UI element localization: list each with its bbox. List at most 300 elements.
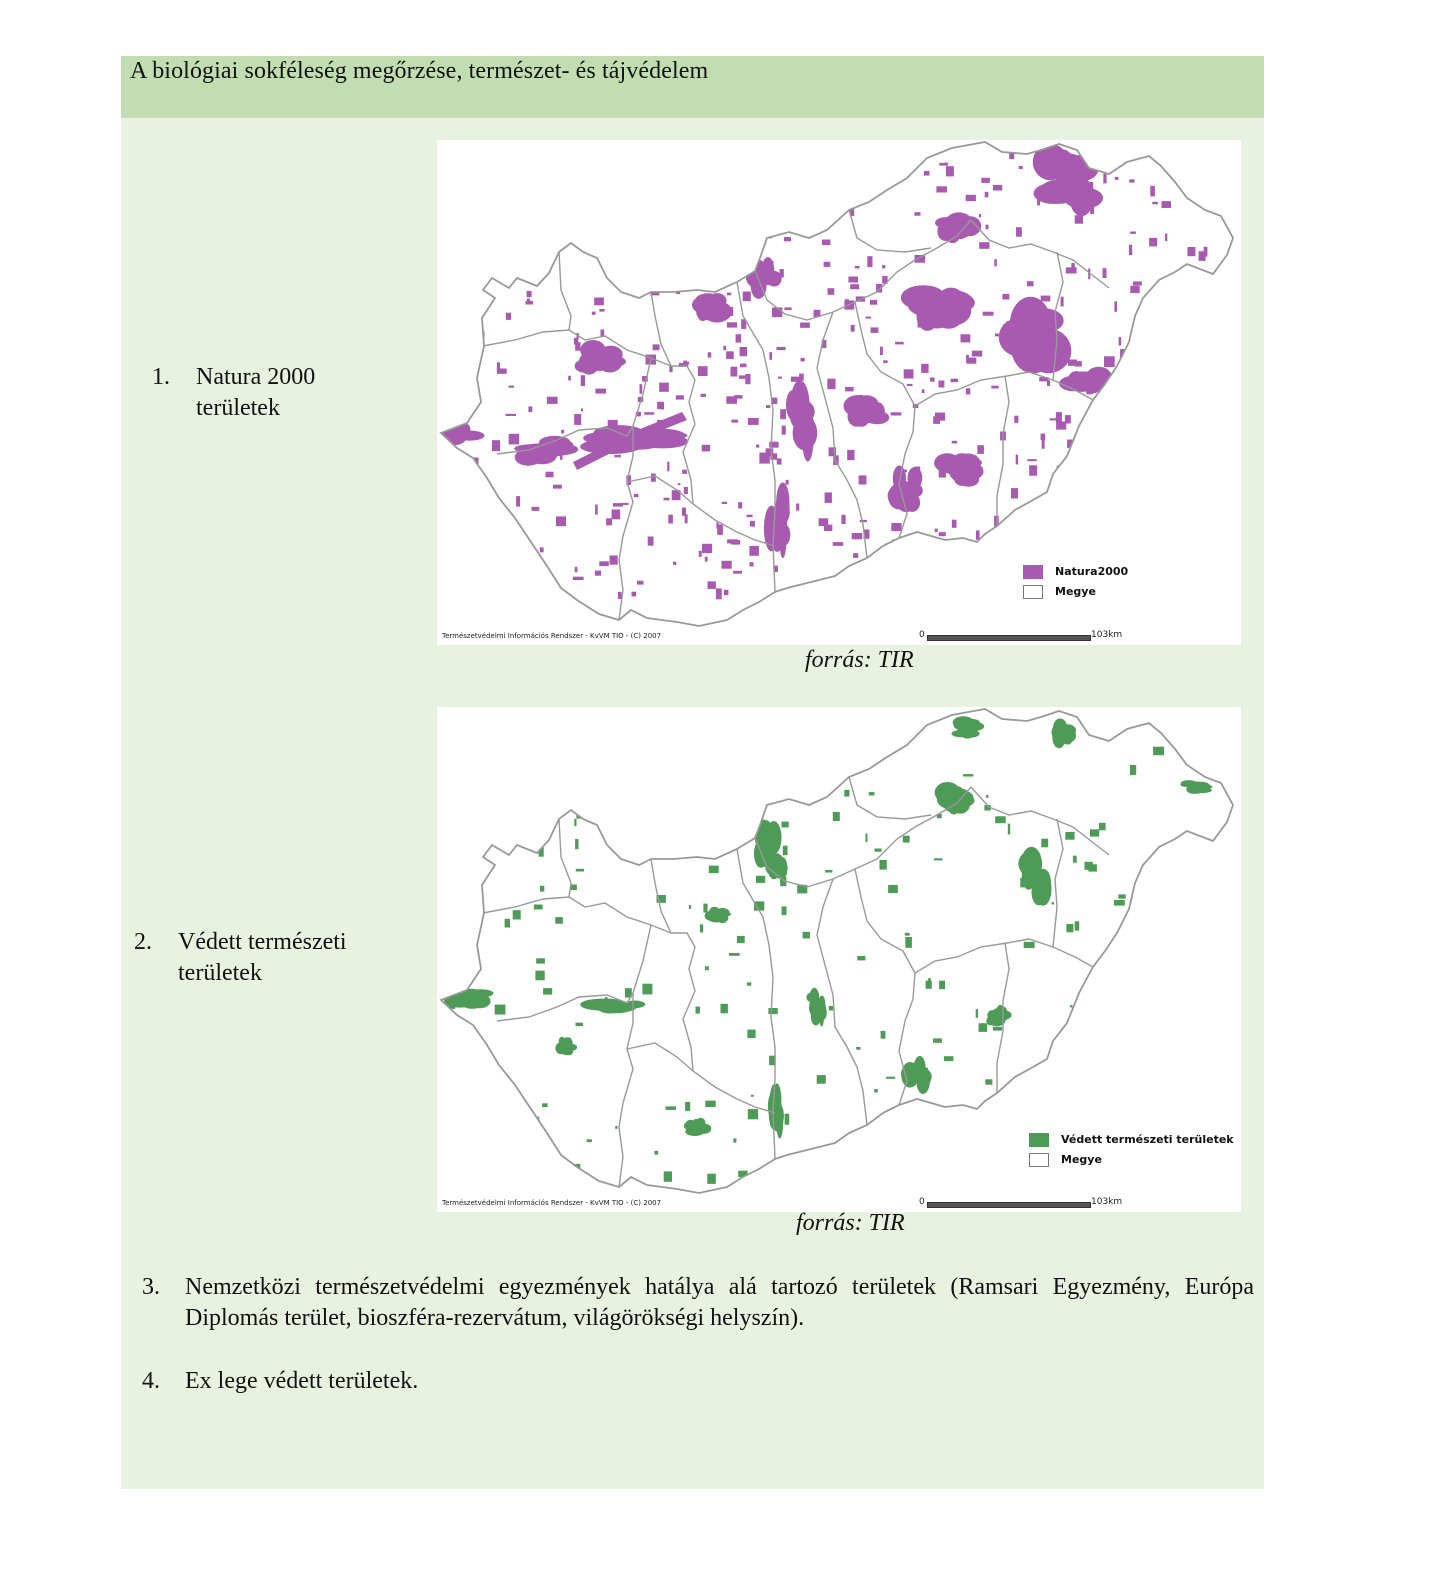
- map-2-footnote: Természetvédelmi Információs Rendszer - KvVM TIO - (C) 2007: [442, 1199, 662, 1207]
- area-speckle: [547, 397, 558, 404]
- area-speckle: [1148, 421, 1153, 425]
- area-speckle: [976, 530, 980, 540]
- area-speckle: [506, 414, 516, 416]
- area-speckle: [521, 249, 528, 253]
- area-speckle: [979, 242, 989, 249]
- area-patch: [1048, 153, 1087, 182]
- scale-bar-line-2: [927, 1202, 1091, 1208]
- area-speckle: [1153, 747, 1164, 756]
- area-speckle: [930, 377, 935, 381]
- area-speckle: [651, 474, 656, 482]
- area-speckle: [685, 514, 688, 523]
- area-speckle: [1151, 370, 1161, 373]
- area-speckle: [918, 1068, 928, 1079]
- area-speckle: [991, 556, 996, 562]
- area-speckle: [1213, 453, 1221, 456]
- area-speckle: [1123, 401, 1127, 404]
- area-speckle: [606, 518, 612, 525]
- area-speckle: [653, 344, 660, 350]
- area-speckle: [561, 430, 564, 434]
- area-speckle: [848, 277, 858, 283]
- legend-label-megye-2: Megye: [1061, 1153, 1102, 1166]
- area-speckle: [497, 211, 508, 219]
- area-patch: [461, 997, 483, 1009]
- area-speckle: [817, 1075, 826, 1084]
- area-speckle: [472, 497, 480, 508]
- area-speckle: [739, 375, 746, 378]
- figure-1-title-line-1: Natura 2000: [196, 364, 316, 390]
- area-speckle: [1164, 502, 1169, 510]
- area-speckle: [781, 540, 787, 542]
- area-speckle: [1193, 285, 1200, 294]
- area-speckle: [917, 597, 927, 602]
- area-speckle: [756, 876, 765, 883]
- area-speckle: [1163, 1081, 1169, 1087]
- area-speckle: [703, 904, 707, 913]
- area-speckle: [746, 222, 750, 227]
- area-speckle: [857, 956, 865, 960]
- area-speckle: [666, 1106, 676, 1110]
- area-speckle: [874, 166, 883, 170]
- figure-2-number: 2.: [134, 929, 152, 955]
- area-speckle: [516, 613, 523, 624]
- area-patch: [467, 989, 494, 997]
- area-speckle: [995, 816, 1006, 823]
- area-speckle: [1016, 455, 1018, 465]
- area-speckle: [882, 265, 885, 268]
- area-speckle: [680, 738, 688, 740]
- area-speckle: [769, 352, 772, 360]
- area-speckle: [1108, 462, 1116, 466]
- area-speckle: [466, 954, 469, 963]
- area-speckle: [667, 462, 669, 472]
- legend-label-protected: Védett természeti területek: [1061, 1133, 1234, 1146]
- map-1-footnote: Természetvédelmi Információs Rendszer - KvVM TIO - (C) 2007: [442, 632, 662, 640]
- area-speckle: [976, 1009, 978, 1018]
- area-speckle: [509, 386, 515, 388]
- area-speckle: [709, 866, 719, 874]
- area-speckle: [750, 562, 754, 566]
- protected-areas-map: [437, 707, 1241, 1212]
- area-speckle: [516, 614, 524, 616]
- area-speckle: [833, 542, 844, 546]
- legend-swatch-megye: [1023, 585, 1043, 599]
- area-speckle: [643, 176, 647, 186]
- area-speckle: [1187, 586, 1195, 589]
- area-speckle: [867, 256, 872, 267]
- area-speckle: [632, 285, 636, 289]
- area-speckle: [765, 261, 774, 268]
- area-speckle: [1129, 245, 1132, 255]
- area-patch: [1091, 372, 1107, 390]
- area-speckle: [1055, 526, 1064, 534]
- area-speckle: [881, 1031, 886, 1039]
- area-speckle: [1165, 233, 1167, 241]
- area-speckle: [1041, 839, 1048, 848]
- area-speckle: [946, 166, 954, 176]
- area-speckle: [1118, 894, 1125, 898]
- area-speckle: [904, 1160, 910, 1167]
- area-speckle: [756, 445, 759, 448]
- area-speckle: [722, 502, 727, 504]
- area-speckle: [502, 600, 509, 607]
- area-speckle: [1109, 405, 1116, 409]
- area-speckle: [673, 562, 676, 565]
- area-speckle: [833, 812, 840, 821]
- area-speckle: [1222, 426, 1225, 430]
- area-speckle: [1133, 281, 1142, 285]
- area-speckle: [1061, 297, 1064, 307]
- area-speckle: [454, 1157, 458, 1161]
- area-speckle: [1115, 177, 1119, 180]
- area-speckle: [777, 458, 782, 464]
- area-speckle: [634, 856, 644, 860]
- area-speckle: [772, 307, 782, 317]
- area-speckle: [1029, 465, 1037, 475]
- area-speckle: [532, 507, 540, 511]
- area-speckle: [825, 870, 832, 873]
- area-speckle: [456, 213, 465, 217]
- area-speckle: [1086, 389, 1093, 395]
- area-speckle: [1194, 539, 1201, 544]
- area-speckle: [743, 292, 751, 302]
- area-speckle: [729, 307, 734, 316]
- area-speckle: [918, 304, 922, 311]
- country-outline-fill: [441, 142, 1233, 626]
- area-speckle: [859, 475, 867, 484]
- area-speckle: [847, 450, 854, 460]
- area-speckle: [722, 561, 732, 569]
- area-speckle: [563, 597, 566, 601]
- area-speckle: [801, 358, 805, 362]
- area-speckle: [879, 600, 882, 606]
- area-speckle: [984, 614, 988, 618]
- area-speckle: [1089, 478, 1099, 486]
- area-speckle: [521, 837, 527, 842]
- area-speckle: [1090, 829, 1099, 836]
- area-speckle: [914, 153, 917, 156]
- area-speckle: [1130, 232, 1136, 234]
- area-speckle: [806, 194, 816, 203]
- scale-distance-2: 103km: [1091, 1197, 1123, 1207]
- area-speckle: [949, 315, 953, 320]
- area-speckle: [492, 1147, 503, 1152]
- area-speckle: [787, 600, 789, 606]
- area-speckle: [986, 795, 988, 798]
- area-speckle: [1146, 582, 1148, 593]
- area-speckle: [706, 719, 712, 724]
- area-speckle: [479, 155, 489, 163]
- area-speckle: [1019, 166, 1023, 169]
- area-speckle: [696, 1007, 700, 1014]
- area-speckle: [661, 402, 664, 410]
- area-speckle: [673, 213, 680, 224]
- area-speckle: [971, 464, 975, 473]
- area-speckle: [1014, 416, 1018, 423]
- area-speckle: [554, 595, 564, 600]
- area-speckle: [581, 409, 583, 412]
- area-speckle: [727, 293, 731, 296]
- area-speckle: [638, 284, 645, 288]
- area-speckle: [1187, 247, 1195, 256]
- area-speckle: [803, 932, 810, 939]
- area-speckle: [874, 1089, 878, 1092]
- area-speckle: [705, 557, 708, 562]
- area-speckle: [669, 432, 678, 437]
- area-speckle: [548, 474, 553, 477]
- area-speckle: [1002, 294, 1009, 300]
- area-speckle: [1098, 966, 1104, 968]
- area-speckle: [1020, 878, 1026, 888]
- area-speckle: [684, 487, 688, 494]
- area-speckle: [851, 325, 855, 332]
- area-speckle: [958, 588, 963, 597]
- area-speckle: [1172, 352, 1175, 357]
- area-speckle: [854, 202, 860, 205]
- area-speckle: [966, 195, 976, 201]
- area-speckle: [1220, 952, 1226, 960]
- area-patch: [763, 829, 775, 851]
- area-speckle: [540, 886, 544, 892]
- area-speckle: [736, 334, 742, 342]
- scale-distance: 103km: [1091, 630, 1123, 640]
- area-speckle: [905, 937, 912, 948]
- area-speckle: [685, 1102, 690, 1111]
- area-speckle: [1056, 422, 1066, 430]
- area-speckle: [880, 347, 883, 355]
- area-speckle: [705, 1101, 715, 1107]
- area-speckle: [1137, 563, 1148, 570]
- figure-1-number: 1.: [152, 364, 170, 390]
- area-speckle: [966, 388, 971, 394]
- area-speckle: [869, 609, 876, 615]
- area-speckle: [699, 551, 702, 557]
- area-speckle: [1139, 421, 1143, 424]
- area-speckle: [1165, 952, 1167, 959]
- area-speckle: [579, 607, 586, 611]
- area-patch: [939, 288, 963, 307]
- area-speckle: [1182, 469, 1192, 475]
- area-speckle: [886, 1077, 895, 1079]
- area-speckle: [730, 210, 740, 221]
- area-speckle: [748, 418, 759, 425]
- area-speckle: [450, 383, 458, 393]
- area-speckle: [702, 544, 712, 553]
- area-speckle: [796, 504, 799, 511]
- area-speckle: [776, 347, 785, 350]
- area-speckle: [654, 1151, 658, 1155]
- area-speckle: [952, 520, 957, 528]
- area-speckle: [1150, 589, 1155, 595]
- area-speckle: [608, 420, 618, 428]
- area-speckle: [671, 244, 674, 247]
- area-speckle: [900, 544, 906, 546]
- area-speckle: [1151, 1173, 1161, 1175]
- area-speckle: [936, 186, 947, 192]
- area-speckle: [1119, 337, 1122, 346]
- area-speckle: [748, 1109, 758, 1119]
- area-speckle: [509, 434, 519, 445]
- area-speckle: [1072, 1076, 1078, 1082]
- area-speckle: [751, 149, 759, 158]
- area-speckle: [653, 176, 663, 183]
- area-speckle: [1008, 824, 1010, 835]
- area-speckle: [731, 420, 738, 423]
- area-speckle: [782, 906, 787, 915]
- area-speckle: [700, 924, 703, 932]
- scale-zero-2: 0: [919, 1197, 925, 1207]
- area-speckle: [1006, 321, 1009, 329]
- area-speckle: [845, 387, 854, 392]
- area-speckle: [1101, 456, 1105, 459]
- area-speckle: [1224, 883, 1233, 892]
- area-speckle: [1059, 535, 1062, 541]
- area-speckle: [1075, 921, 1080, 930]
- area-speckle: [1052, 902, 1055, 904]
- area-speckle: [1114, 900, 1125, 906]
- area-speckle: [704, 242, 714, 251]
- area-speckle: [975, 552, 984, 557]
- area-speckle: [1180, 288, 1184, 296]
- area-speckle: [1158, 1045, 1165, 1049]
- area-speckle: [1227, 518, 1237, 528]
- area-speckle: [542, 1103, 548, 1107]
- area-speckle: [939, 381, 945, 388]
- area-speckle: [989, 546, 999, 553]
- area-speckle: [935, 529, 938, 533]
- area-speckle: [453, 371, 461, 378]
- section-title: A biológiai sokféleség megőrzése, természet- és tájvédelem: [130, 58, 709, 84]
- area-speckle: [905, 933, 910, 936]
- area-speckle: [784, 237, 791, 241]
- area-speckle: [1171, 314, 1178, 322]
- area-speckle: [911, 1161, 920, 1169]
- area-patch: [1019, 323, 1042, 350]
- area-speckle: [939, 532, 946, 536]
- area-speckle: [1102, 605, 1109, 613]
- area-speckle: [526, 301, 534, 305]
- area-speckle: [1016, 227, 1022, 237]
- area-speckle: [949, 582, 953, 589]
- area-speckle: [603, 255, 610, 261]
- area-speckle: [993, 1027, 1002, 1031]
- area-speckle: [1019, 509, 1026, 517]
- area-speckle: [758, 179, 765, 189]
- area-speckle: [814, 724, 817, 728]
- area-speckle: [540, 547, 544, 552]
- area-speckle: [575, 839, 578, 849]
- area-speckle: [990, 610, 998, 620]
- area-speckle: [893, 543, 899, 548]
- area-speckle: [644, 412, 654, 415]
- area-speckle: [624, 449, 633, 452]
- area-speckle: [751, 1095, 754, 1097]
- area-speckle: [1175, 549, 1182, 559]
- area-speckle: [926, 981, 932, 989]
- figure-2-title-line-2: területek: [178, 960, 262, 986]
- area-speckle: [1110, 547, 1118, 554]
- area-speckle: [1194, 991, 1203, 995]
- area-speckle: [841, 515, 845, 524]
- area-speckle: [1065, 832, 1074, 840]
- area-speckle: [1136, 509, 1142, 513]
- area-speckle: [1047, 380, 1050, 386]
- area-speckle: [580, 607, 588, 617]
- area-speckle: [921, 364, 928, 373]
- area-speckle: [689, 905, 691, 909]
- area-speckle: [847, 764, 857, 775]
- area-speckle: [605, 997, 607, 1001]
- area-speckle: [1114, 373, 1125, 378]
- area-speckle: [747, 515, 753, 517]
- area-speckle: [495, 1005, 506, 1015]
- area-speckle: [461, 326, 467, 328]
- area-speckle: [1068, 464, 1072, 470]
- area-speckle: [642, 984, 652, 995]
- area-speckle: [914, 212, 920, 216]
- area-speckle: [618, 592, 622, 599]
- area-speckle: [535, 564, 546, 570]
- area-speckle: [616, 198, 624, 207]
- area-speckle: [457, 154, 460, 158]
- area-speckle: [543, 988, 552, 995]
- area-speckle: [995, 334, 999, 337]
- area-speckle: [1152, 202, 1158, 205]
- area-speckle: [452, 360, 459, 369]
- area-speckle: [987, 568, 996, 575]
- area-speckle: [698, 366, 708, 376]
- area-speckle: [944, 1056, 954, 1061]
- area-patch: [864, 397, 879, 416]
- area-speckle: [844, 790, 849, 797]
- area-speckle: [665, 190, 670, 193]
- area-speckle: [1106, 470, 1108, 478]
- area-speckle: [664, 498, 670, 501]
- area-speckle: [850, 284, 859, 289]
- area-speckle: [1211, 748, 1221, 753]
- area-speckle: [961, 334, 971, 342]
- area-speckle: [471, 256, 476, 258]
- area-speckle: [1129, 179, 1134, 182]
- area-speckle: [1212, 1002, 1222, 1005]
- scale-zero: 0: [919, 630, 925, 640]
- area-speckle: [938, 1141, 943, 1152]
- area-speckle: [470, 241, 481, 246]
- area-speckle: [1216, 446, 1222, 455]
- area-speckle: [702, 445, 711, 452]
- area-speckle: [698, 165, 701, 175]
- area-speckle: [1112, 540, 1120, 547]
- area-speckle: [707, 1174, 716, 1184]
- area-speckle: [560, 1041, 569, 1050]
- area-speckle: [495, 259, 500, 261]
- area-speckle: [814, 1016, 818, 1018]
- area-speckle: [1060, 509, 1070, 513]
- area-speckle: [1099, 424, 1102, 433]
- area-speckle: [574, 175, 576, 180]
- area-speckle: [1024, 942, 1035, 948]
- area-speckle: [632, 592, 637, 597]
- list-item-4-text: Ex lege védett területek.: [185, 1368, 419, 1394]
- area-speckle: [594, 298, 604, 306]
- area-speckle: [904, 542, 913, 544]
- area-speckle: [733, 147, 736, 152]
- area-speckle: [1037, 196, 1040, 206]
- area-speckle: [952, 441, 957, 444]
- area-speckle: [704, 750, 712, 754]
- area-speckle: [1099, 823, 1106, 831]
- area-speckle: [1215, 483, 1223, 491]
